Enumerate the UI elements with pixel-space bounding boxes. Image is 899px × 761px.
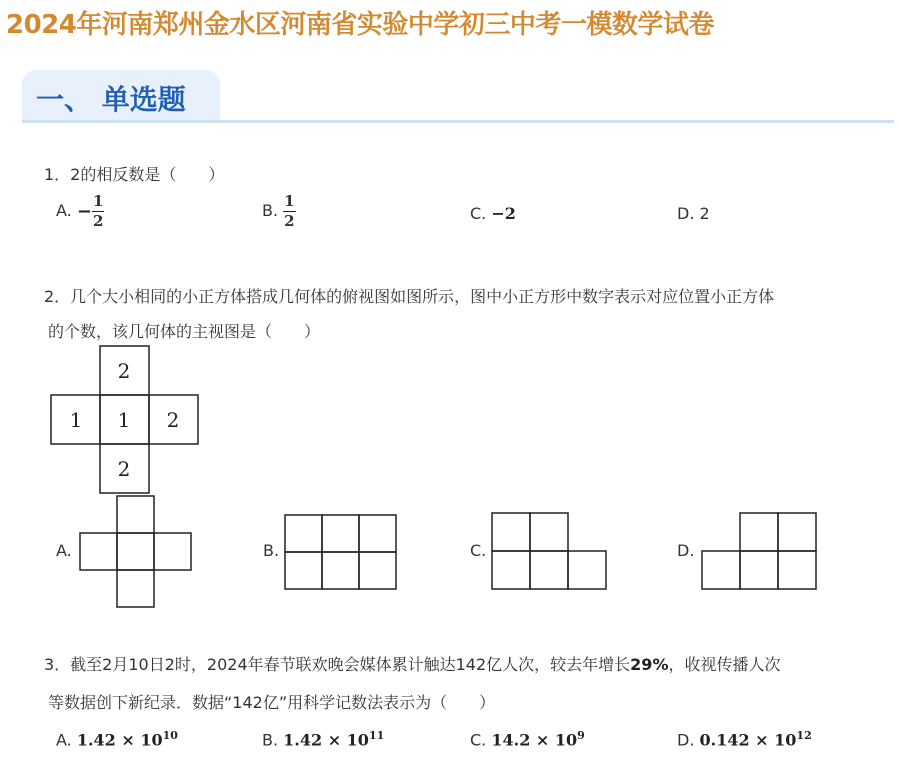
q3-option-a-base: 1.42 × 10 [76,730,163,750]
q2-option-a-label[interactable]: A. [56,541,72,560]
question-3-text-post: ，收视传播人次 [668,655,781,674]
q2-top-view-grid [49,345,201,497]
grid-number-bottom: 2 [117,457,131,481]
q1-option-d-value: 2 [699,204,710,223]
fraction-numerator: 1 [284,192,295,210]
grid-number-top: 2 [117,359,131,383]
question-3-line-1 [44,652,780,675]
q3-option-d[interactable] [677,729,812,749]
question-2-line-2: 的个数，该几何体的主视图是（ ） [48,322,321,341]
q1-option-a-label: A. [56,201,72,220]
exam-title: 2024年河南郑州金水区河南省实验中学初三中考一模数学试卷 [6,10,714,40]
q2-option-a-figure[interactable] [78,495,192,609]
q2-option-b-figure[interactable] [284,513,398,591]
q2-option-d-figure[interactable] [701,511,817,591]
q1-option-c-label: C. [470,204,487,223]
q3-option-b-label: B. [262,730,279,750]
q2-option-c-label[interactable]: C. [470,541,487,560]
question-3-line-2: 等数据创下新纪录．数据“142亿”用科学记数法表示为（ ） [48,693,496,712]
q3-option-d-label: D. [677,730,695,750]
question-3-percentage: 29% [630,655,669,674]
section-title: 一、 单选题 [36,83,186,116]
q1-option-c[interactable] [470,204,516,223]
q3-option-d-base: 0.142 × 10 [699,730,797,750]
grid-number-center: 1 [117,408,131,432]
q2-option-d-label[interactable]: D. [677,541,695,560]
question-3-text-pre: 3．截至2月10日2时，2024年春节联欢晚会媒体累计触达142亿人次，较去年增长 [44,655,631,674]
q3-option-c-label: C. [470,730,487,750]
q1-option-d-label: D. [677,204,695,223]
section-divider [22,120,894,123]
question-2-line-1: 2．几个大小相同的小正方体搭成几何体的俯视图如图所示，图中小正方形中数字表示对应位置小正方体 [44,287,775,306]
q1-option-a-sign: − [76,201,92,222]
q3-option-c-exponent: 9 [577,729,585,742]
q3-option-c-base: 14.2 × 10 [491,730,578,750]
q1-option-b-fraction [283,194,295,229]
q1-option-b-label: B. [262,201,279,220]
q1-option-c-value: −2 [491,204,516,223]
grid-number-left: 1 [69,408,83,432]
q3-option-a-exponent: 10 [162,729,178,742]
q3-option-b-exponent: 11 [368,729,385,742]
q2-option-c-figure[interactable] [491,511,607,591]
q1-option-b[interactable] [262,194,296,229]
q3-option-b-base: 1.42 × 10 [283,730,369,750]
fraction-denominator: 2 [92,212,104,230]
q2-option-b-label[interactable]: B. [263,541,280,560]
question-1-stem: 1．2的相反数是（ ） [44,165,225,184]
q1-option-d[interactable] [677,204,710,223]
q3-option-d-exponent: 12 [796,729,812,742]
q3-option-a[interactable] [56,729,178,749]
grid-number-right: 2 [166,408,180,432]
q3-option-b[interactable] [262,729,384,749]
q3-option-a-label: A. [56,730,72,750]
fraction-denominator: 2 [284,212,295,230]
q3-option-c[interactable] [470,729,585,749]
fraction-numerator: 1 [92,192,104,210]
q1-option-a[interactable] [56,194,104,229]
q1-option-a-fraction [92,194,104,229]
